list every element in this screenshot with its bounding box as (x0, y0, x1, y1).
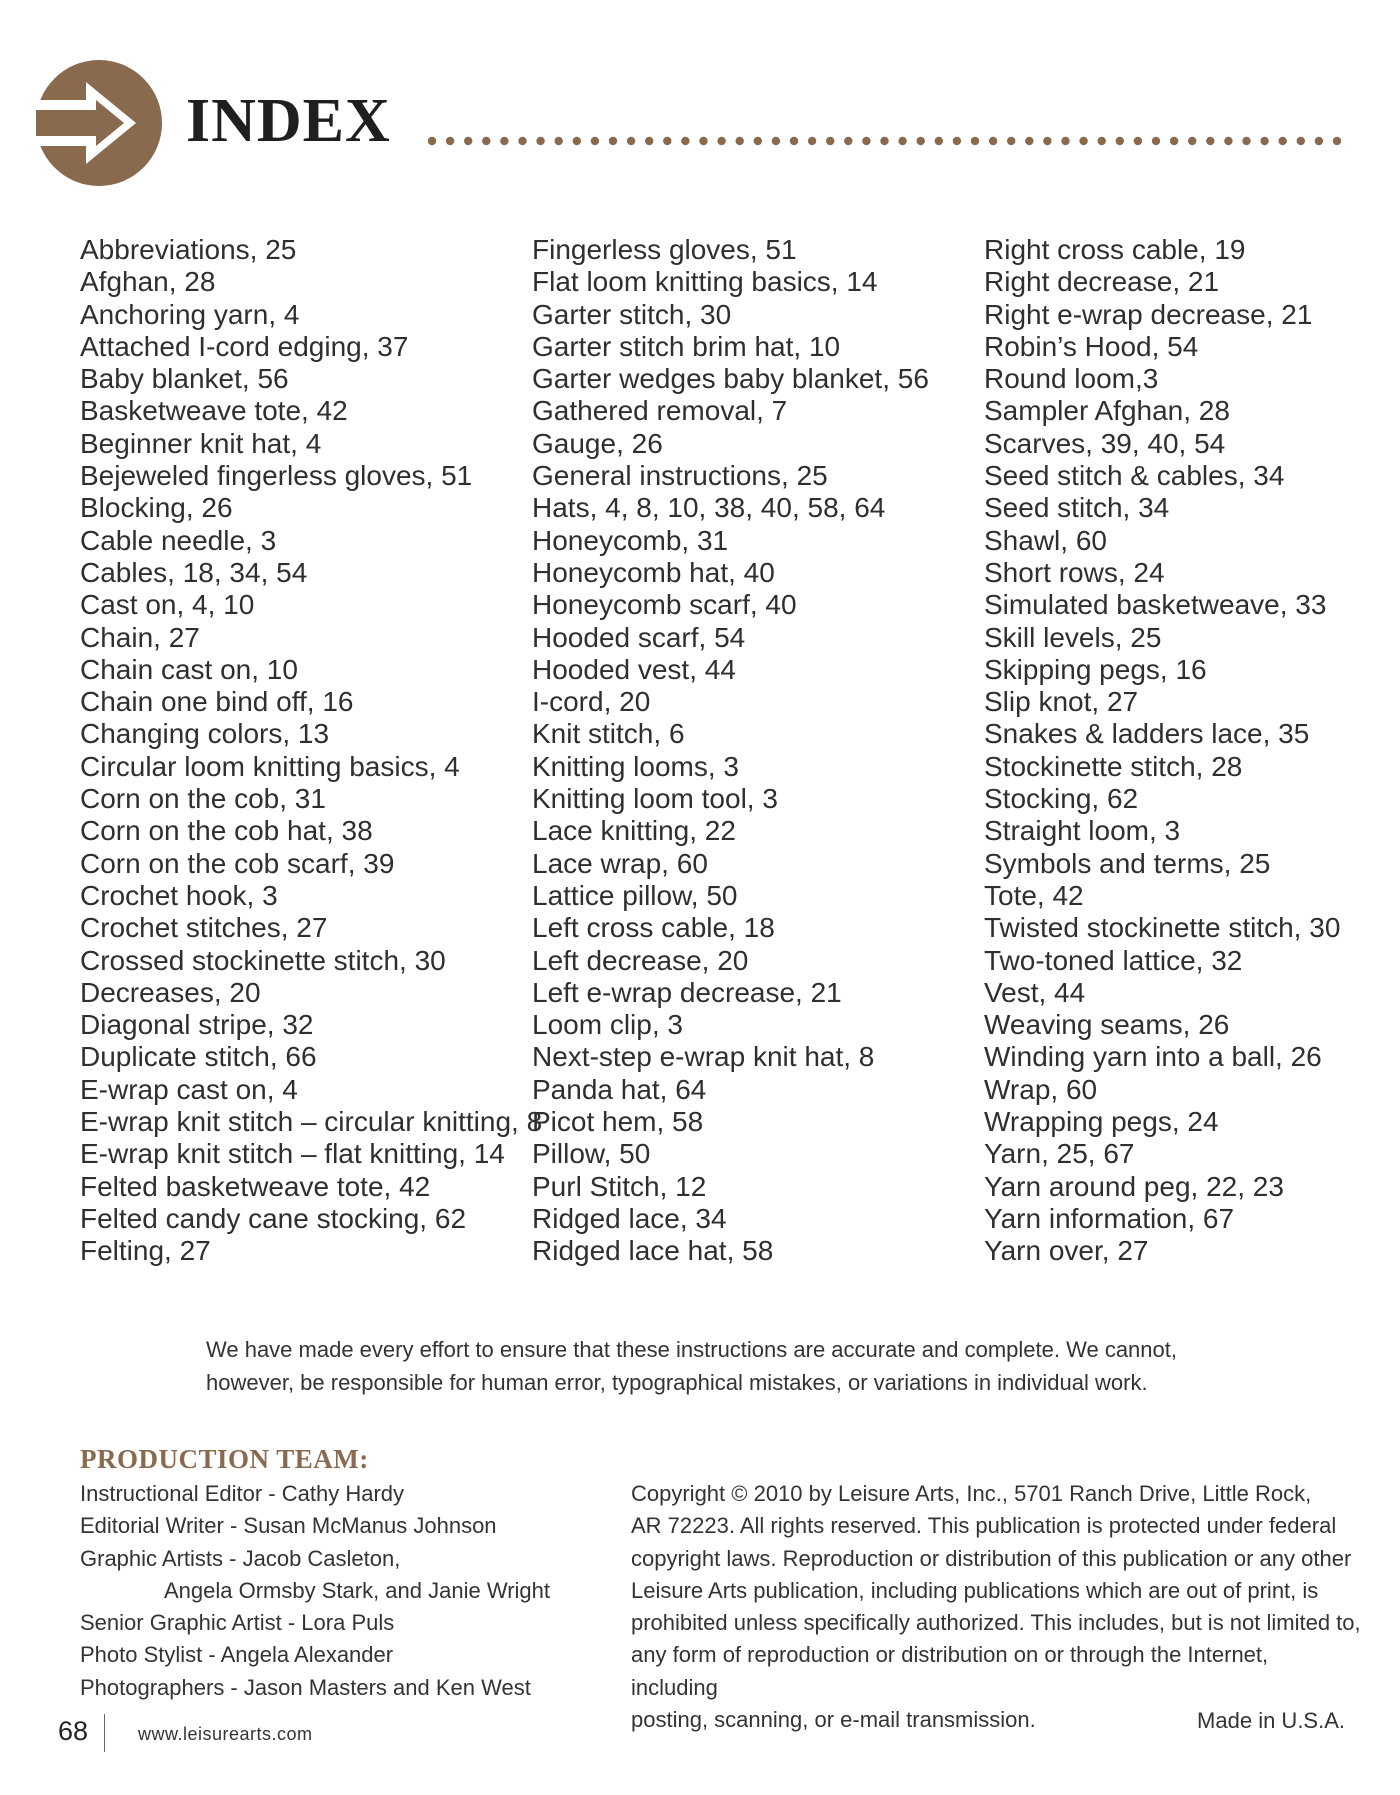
credit-line: Angela Ormsby Stark, and Janie Wright (164, 1577, 550, 1603)
index-entry: E-wrap knit stitch – flat knitting, 14 (80, 1138, 505, 1170)
index-entry: Baby blanket, 56 (80, 363, 289, 395)
credit-line: Photo Stylist - Angela Alexander (80, 1642, 394, 1668)
index-entry: Decreases, 20 (80, 976, 261, 1008)
index-entry: Abbreviations, 25 (80, 234, 297, 265)
rule-dot (880, 137, 888, 145)
copyright-line: prohibited unless specifically authorized. This includes, but is not limited to, (631, 1610, 1361, 1636)
index-entry: Simulated basketweave, 33 (984, 589, 1327, 621)
rule-dot (971, 137, 979, 145)
rule-dot (1188, 137, 1196, 145)
rule-dot (1007, 137, 1015, 145)
rule-dot (754, 137, 762, 145)
credit-line: Graphic Artists - Jacob Casleton, (80, 1545, 401, 1571)
rule-dot (663, 137, 671, 145)
index-entry: Ridged lace hat, 58 (532, 1235, 774, 1267)
index-entry: Cast on, 4, 10 (80, 589, 255, 621)
index-entry: Scarves, 39, 40, 54 (984, 427, 1226, 459)
index-entry: Two-toned lattice, 32 (984, 944, 1243, 976)
index-entry: Weaving seams, 26 (984, 1009, 1230, 1041)
index-entry: Afghan, 28 (80, 266, 216, 298)
index-entry: Purl Stitch, 12 (532, 1170, 707, 1202)
index-entry: Wrapping pegs, 24 (984, 1106, 1219, 1138)
index-entry: Beginner knit hat, 4 (80, 427, 322, 459)
index-entry: Right e-wrap decrease, 21 (984, 298, 1313, 330)
copyright-notice (631, 1478, 1361, 1736)
rule-dot (1224, 137, 1232, 145)
index-entry: Pillow, 50 (532, 1138, 651, 1170)
index-entry: Vest, 44 (984, 976, 1086, 1008)
index-entry: Attached I-cord edging, 37 (80, 330, 409, 362)
index-entry: Skipping pegs, 16 (984, 653, 1207, 685)
index-entry: Fingerless gloves, 51 (532, 234, 797, 265)
index-entry: Ridged lace, 34 (532, 1202, 727, 1234)
index-entry: Honeycomb, 31 (532, 524, 729, 556)
index-entry: Circular loom knitting basics, 4 (80, 750, 460, 782)
index-entry: I-cord, 20 (532, 686, 651, 718)
rule-dot (1170, 137, 1178, 145)
index-entry: Garter stitch, 30 (532, 298, 732, 330)
rule-dot (555, 137, 563, 145)
index-entry: Garter stitch brim hat, 10 (532, 330, 841, 362)
rule-dot (1079, 137, 1087, 145)
index-entry: Short rows, 24 (984, 556, 1165, 588)
index-column-2 (532, 234, 929, 1268)
credit-line: Instructional Editor - Cathy Hardy (80, 1481, 405, 1506)
rule-dot (790, 137, 798, 145)
rule-dot (1134, 137, 1142, 145)
index-entry: Round loom,3 (984, 363, 1159, 395)
index-entry: Chain one bind off, 16 (80, 686, 354, 718)
disclaimer-line: We have made every effort to ensure that these instructions are accurate and complete. We cannot, (206, 1337, 1177, 1362)
index-entry: Corn on the cob scarf, 39 (80, 847, 395, 879)
index-entry: E-wrap cast on, 4 (80, 1073, 298, 1105)
index-entry: Hats, 4, 8, 10, 38, 40, 58, 64 (532, 492, 886, 524)
index-entry: Diagonal stripe, 32 (80, 1009, 314, 1041)
index-entry: E-wrap knit stitch – circular knitting, 8 (80, 1106, 543, 1138)
index-entry: Yarn, 25, 67 (984, 1138, 1135, 1170)
credit-line: Senior Graphic Artist - Lora Puls (80, 1610, 395, 1636)
rule-dot (989, 137, 997, 145)
index-entry: Stockinette stitch, 28 (984, 750, 1243, 782)
index-entry: Picot hem, 58 (532, 1106, 704, 1138)
rule-dot (1025, 137, 1033, 145)
index-entry: Corn on the cob, 31 (80, 783, 326, 815)
index-entry: Cables, 18, 34, 54 (80, 556, 308, 588)
index-entry: Changing colors, 13 (80, 718, 330, 750)
rule-dot (500, 137, 508, 145)
index-entry: Lattice pillow, 50 (532, 879, 738, 911)
credit-line: Editorial Writer - Susan McManus Johnson (80, 1513, 497, 1539)
index-entry: Loom clip, 3 (532, 1009, 683, 1041)
index-entry: Sampler Afghan, 28 (984, 395, 1230, 427)
page-title: INDEX (186, 87, 391, 155)
copyright-line: Copyright © 2010 by Leisure Arts, Inc., 5701 Ranch Drive, Little Rock, (631, 1481, 1312, 1506)
rule-dot (699, 137, 707, 145)
rule-dot (1315, 137, 1323, 145)
index-entry: Robin’s Hood, 54 (984, 330, 1199, 362)
index-entry: Symbols and terms, 25 (984, 847, 1271, 879)
index-entry: Winding yarn into a ball, 26 (984, 1041, 1322, 1073)
rule-dot (681, 137, 689, 145)
index-entry: Slip knot, 27 (984, 686, 1139, 718)
index-entry: Straight loom, 3 (984, 815, 1181, 847)
rule-dot (898, 137, 906, 145)
index-entry: Felting, 27 (80, 1235, 211, 1267)
copyright-line: any form of reproduction or distribution on or through the Internet, including (631, 1642, 1269, 1700)
index-entry: Hooded vest, 44 (532, 653, 736, 685)
index-entry: Twisted stockinette stitch, 30 (984, 912, 1341, 944)
rule-dot (1152, 137, 1160, 145)
index-entry: Yarn information, 67 (984, 1202, 1235, 1234)
index-entry: Yarn around peg, 22, 23 (984, 1170, 1284, 1202)
index-entry: Blocking, 26 (80, 492, 233, 524)
index-entry: Cable needle, 3 (80, 524, 277, 556)
credit-line: Photographers - Jason Masters and Ken West (80, 1674, 531, 1700)
index-entry: Lace knitting, 22 (532, 815, 736, 847)
index-entry: Stocking, 62 (984, 783, 1139, 815)
index-entry: Panda hat, 64 (532, 1073, 707, 1105)
index-entry: Left decrease, 20 (532, 944, 749, 976)
index-entry: Basketweave tote, 42 (80, 395, 348, 427)
rule-dot (1297, 137, 1305, 145)
index-entry: Shawl, 60 (984, 524, 1107, 556)
rule-dot (717, 137, 725, 145)
index-entry: Garter wedges baby blanket, 56 (532, 363, 929, 395)
index-entry: Next-step e-wrap knit hat, 8 (532, 1041, 875, 1073)
rule-dot (1061, 137, 1069, 145)
rule-dot (482, 137, 490, 145)
rule-dot (862, 137, 870, 145)
index-entry: Skill levels, 25 (984, 621, 1162, 653)
index-entry: Left cross cable, 18 (532, 912, 775, 944)
index-entry: Crochet stitches, 27 (80, 912, 328, 944)
rule-dot (591, 137, 599, 145)
index-entry: Seed stitch & cables, 34 (984, 460, 1285, 492)
rule-dot (772, 137, 780, 145)
rule-dot (953, 137, 961, 145)
index-entry: Crochet hook, 3 (80, 879, 278, 911)
rule-dot (1260, 137, 1268, 145)
rule-dot (736, 137, 744, 145)
rule-dot (844, 137, 852, 145)
index-entry: Right cross cable, 19 (984, 234, 1246, 265)
index-entry: Gauge, 26 (532, 427, 663, 459)
disclaimer (206, 1333, 1206, 1399)
copyright-line: copyright laws. Reproduction or distribution of this publication or any other (631, 1545, 1352, 1571)
rule-dot (1242, 137, 1250, 145)
index-entry: Tote, 42 (984, 879, 1084, 911)
index-entry: Yarn over, 27 (984, 1235, 1149, 1267)
rule-dot (446, 137, 454, 145)
page-number: 68 (58, 1716, 89, 1746)
rule-dot (609, 137, 617, 145)
rule-dot (1043, 137, 1051, 145)
dotted-rule (425, 134, 1345, 148)
index-entry: Honeycomb hat, 40 (532, 556, 775, 588)
footer-url: www.leisurearts.com (138, 1724, 313, 1744)
index-entry: Hooded scarf, 54 (532, 621, 746, 653)
index-entry: Knitting loom tool, 3 (532, 783, 778, 815)
index-entry: Chain, 27 (80, 621, 200, 653)
rule-dot (917, 137, 925, 145)
rule-dot (518, 137, 526, 145)
page-header (0, 0, 1400, 200)
rule-dot (1116, 137, 1124, 145)
index-column-3 (984, 234, 1340, 1268)
rule-dot (1206, 137, 1214, 145)
arrow-right-icon (36, 60, 162, 186)
index-entry: Right decrease, 21 (984, 266, 1220, 298)
index-entry: Left e-wrap decrease, 21 (532, 976, 842, 1008)
index-entry: General instructions, 25 (532, 460, 828, 492)
rule-dot (464, 137, 472, 145)
copyright-line: AR 72223. All rights reserved. This publication is protected under federal (631, 1513, 1337, 1539)
rule-dot (645, 137, 653, 145)
rule-dot (1279, 137, 1287, 145)
index-entry: Knitting looms, 3 (532, 750, 739, 782)
rule-dot (1333, 137, 1341, 145)
index-entry: Corn on the cob hat, 38 (80, 815, 373, 847)
production-credits (80, 1478, 550, 1704)
index-entry: Chain cast on, 10 (80, 653, 298, 685)
rule-dot (536, 137, 544, 145)
production-team-title: PRODUCTION TEAM: (80, 1444, 369, 1474)
copyright-line: posting, scanning, or e-mail transmission. (631, 1707, 1036, 1733)
rule-dot (627, 137, 635, 145)
rule-dot (808, 137, 816, 145)
disclaimer-line: however, be responsible for human error, typographical mistakes, or variations in individual work. (206, 1370, 1148, 1395)
index-entry: Bejeweled fingerless gloves, 51 (80, 460, 473, 492)
index-entry: Gathered removal, 7 (532, 395, 788, 427)
index-entry: Knit stitch, 6 (532, 718, 685, 750)
index-entry: Lace wrap, 60 (532, 847, 708, 879)
index-entry: Anchoring yarn, 4 (80, 298, 300, 330)
index-column-1 (80, 234, 542, 1268)
index-entry: Honeycomb scarf, 40 (532, 589, 797, 621)
rule-dot (1098, 137, 1106, 145)
made-in-label: Made in U.S.A. (1197, 1708, 1345, 1733)
index-entry: Felted candy cane stocking, 62 (80, 1202, 467, 1234)
index-entry: Felted basketweave tote, 42 (80, 1170, 431, 1202)
footer-divider (104, 1714, 105, 1752)
index-entry: Snakes & ladders lace, 35 (984, 718, 1310, 750)
index-entry: Wrap, 60 (984, 1073, 1098, 1105)
index-entry: Duplicate stitch, 66 (80, 1041, 317, 1073)
copyright-line: Leisure Arts publication, including publications which are out of print, is (631, 1577, 1319, 1603)
rule-dot (573, 137, 581, 145)
index-entry: Flat loom knitting basics, 14 (532, 266, 878, 298)
index-entry: Seed stitch, 34 (984, 492, 1170, 524)
rule-dot (935, 137, 943, 145)
rule-dot (428, 137, 436, 145)
index-entry: Crossed stockinette stitch, 30 (80, 944, 446, 976)
rule-dot (826, 137, 834, 145)
